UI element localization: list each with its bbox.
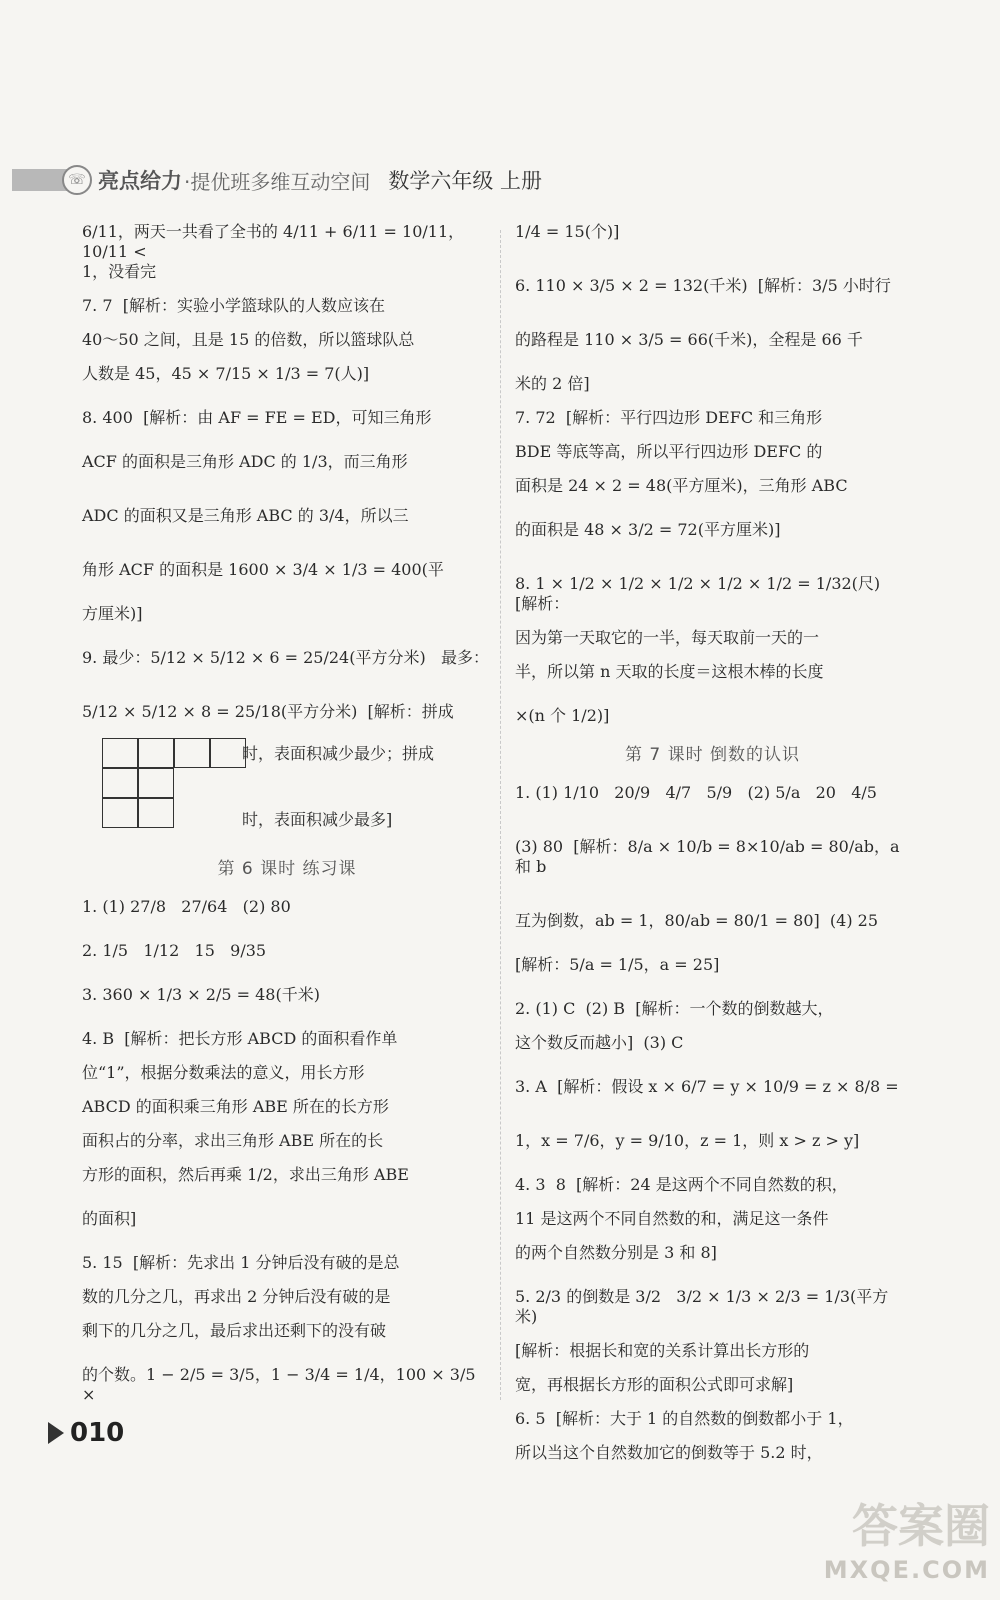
answer-line: 半，所以第 n 天取的长度＝这根木棒的长度 <box>515 662 824 681</box>
brand-subtitle: ·提优班多维互动空间 <box>184 169 371 194</box>
answer-line: 的面积是 48 × 3/2 = 72(平方厘米)] <box>515 520 781 539</box>
answer-line: ACF 的面积是三角形 ADC 的 1/3，而三角形 <box>82 452 408 471</box>
answer-line: [解析：根据长和宽的关系计算出长方形的 <box>515 1341 810 1360</box>
brand-name: 亮点给力 <box>98 169 182 193</box>
reciprocal-1: 1. (1) 1/10 20/9 4/7 5/9 (2) 5/a 20 4/5 <box>515 783 877 802</box>
answer-7: 7. 7 [解析：实验小学篮球队的人数应该在 <box>82 296 385 315</box>
answer-line: ×(n 个 1/2)] <box>515 706 610 725</box>
left-column <box>82 222 492 1405</box>
cube-cell <box>138 738 174 768</box>
answer-8: 8. 1 × 1/2 × 1/2 × 1/2 × 1/2 × 1/2 = 1/32(尺) [解析： <box>515 574 891 613</box>
column-divider <box>500 230 502 1400</box>
cuboid-figures <box>82 728 492 840</box>
answer-line: 数的几分之几，再求出 2 分钟后没有破的是 <box>82 1287 391 1306</box>
cube-cell <box>102 738 138 768</box>
answer-line: 位“1”，根据分数乘法的意义，用长方形 <box>82 1063 365 1082</box>
practice-5: 5. 15 [解析：先求出 1 分钟后没有破的是总 <box>82 1253 400 1272</box>
answer-line: 因为第一天取它的一半，每天取前一天的一 <box>515 628 820 647</box>
lesson-title: 第 7 课时 倒数的认识 <box>624 745 801 765</box>
cube-cell <box>138 798 174 828</box>
cube-cell <box>210 738 246 768</box>
reciprocal-3: 3. A [解析：假设 x × 6/7 = y × 10/9 = z × 8/8 = <box>515 1077 899 1096</box>
answer-line: 剩下的几分之几，最后求出还剩下的没有破 <box>82 1321 387 1340</box>
answer-line: 40～50 之间，且是 15 的倍数，所以篮球队总 <box>82 330 415 349</box>
answer-line: 方厘米)] <box>82 604 143 623</box>
answer-line: 1/4 = 15(个)] <box>515 222 620 241</box>
answer-7: 7. 72 [解析：平行四边形 DEFC 和三角形 <box>515 408 823 427</box>
lesson-title: 第 6 课时 练习课 <box>217 859 357 879</box>
answer-line: 宽，再根据长方形的面积公式即可求解] <box>515 1375 794 1394</box>
reciprocal-2: 2. (1) C (2) B [解析：一个数的倒数越大， <box>515 999 834 1018</box>
triangle-icon <box>48 1422 64 1444</box>
answer-line: [解析：5/a = 1/5，a = 25] <box>515 955 720 974</box>
answer-line: 的个数。1 − 2/5 = 3/5，1 − 3/4 = 1/4，100 × 3/5 × <box>82 1365 481 1404</box>
answer-line: 米的 2 倍] <box>515 374 590 393</box>
reciprocal-4: 4. 3 8 [解析：24 是这两个不同自然数的积， <box>515 1175 848 1194</box>
page-header <box>0 160 700 200</box>
answer-line: 5/12 × 5/12 × 8 = 25/18(平方分米) [解析：拼成 <box>82 702 454 721</box>
answer-line: 时，表面积减少最多] <box>242 810 393 829</box>
watermark-text: 答案圈 <box>852 1499 990 1553</box>
answer-line: 方形的面积，然后再乘 1/2，求出三角形 ABE <box>82 1165 409 1184</box>
page-number <box>48 1418 124 1448</box>
book-title: 数学六年级 上册 <box>388 169 543 193</box>
practice-3: 3. 360 × 1/3 × 2/5 = 48(千米) <box>82 985 320 1004</box>
page-number-text: 010 <box>70 1418 125 1448</box>
practice-1: 1. (1) 27/8 27/64 (2) 80 <box>82 897 291 916</box>
answer-line: 6/11，两天一共看了全书的 4/11 + 6/11 = 10/11，10/11 < <box>82 222 465 261</box>
cube-cell <box>138 768 174 798</box>
practice-4: 4. B [解析：把长方形 ABCD 的面积看作单 <box>82 1029 398 1048</box>
cube-cell <box>102 768 138 798</box>
reciprocal-5: 5. 2/3 的倒数是 3/2 3/2 × 1/3 × 2/3 = 1/3(平方米) <box>515 1287 889 1326</box>
answer-line: 面积是 24 × 2 = 48(平方厘米)，三角形 ABC <box>515 476 848 495</box>
answer-8: 8. 400 [解析：由 AF = FE = ED，可知三角形 <box>82 408 432 427</box>
right-column <box>515 222 910 1463</box>
answer-line: 1，x = 7/6，y = 9/10，z = 1，则 x > z > y] <box>515 1131 860 1150</box>
watermark-url: MXQE.COM <box>823 1556 990 1584</box>
answer-line: 的面积] <box>82 1209 137 1228</box>
answer-6: 6. 110 × 3/5 × 2 = 132(千米) [解析：3/5 小时行 <box>515 276 891 295</box>
answer-line: 的两个自然数分别是 3 和 8] <box>515 1243 717 1262</box>
answer-line: 面积占的分率，求出三角形 ABE 所在的长 <box>82 1131 384 1150</box>
answer-line: ADC 的面积又是三角形 ABC 的 3/4，所以三 <box>82 506 409 525</box>
answer-line: (3) 80 [解析：8/a × 10/b = 8×10/ab = 80/ab，a 和 b <box>515 837 905 876</box>
answer-line: 11 是这两个不同自然数的和，满足这一条件 <box>515 1209 829 1228</box>
reciprocal-6: 6. 5 [解析：大于 1 的自然数的倒数都小于 1， <box>515 1409 854 1428</box>
answer-line: 所以当这个自然数加它的倒数等于 5.2 时， <box>515 1443 823 1462</box>
phone-icon: ☏ <box>62 165 92 195</box>
answer-line: 人数是 45，45 × 7/15 × 1/3 = 7(人)] <box>82 364 370 383</box>
answer-line: 的路程是 110 × 3/5 = 66(千米)，全程是 66 千 <box>515 330 863 349</box>
answer-line: 互为倒数，ab = 1，80/ab = 80/1 = 80] (4) 25 <box>515 911 879 930</box>
answer-line: ABCD 的面积乘三角形 ABE 所在的长方形 <box>82 1097 389 1116</box>
answer-line: 角形 ACF 的面积是 1600 × 3/4 × 1/3 = 400(平 <box>82 560 444 579</box>
answer-line: 这个数反而越小] (3) C <box>515 1033 684 1052</box>
practice-2: 2. 1/5 1/12 15 9/35 <box>82 941 267 960</box>
cube-cell <box>102 798 138 828</box>
cube-cell <box>174 738 210 768</box>
answer-9: 9. 最少：5/12 × 5/12 × 6 = 25/24(平方分米) 最多： <box>82 648 489 667</box>
answer-line: BDE 等底等高，所以平行四边形 DEFC 的 <box>515 442 823 461</box>
watermark-logo <box>810 1490 990 1584</box>
answer-line: 1，没看完 <box>82 262 157 281</box>
answer-line: 时，表面积减少最少；拼成 <box>242 744 435 763</box>
